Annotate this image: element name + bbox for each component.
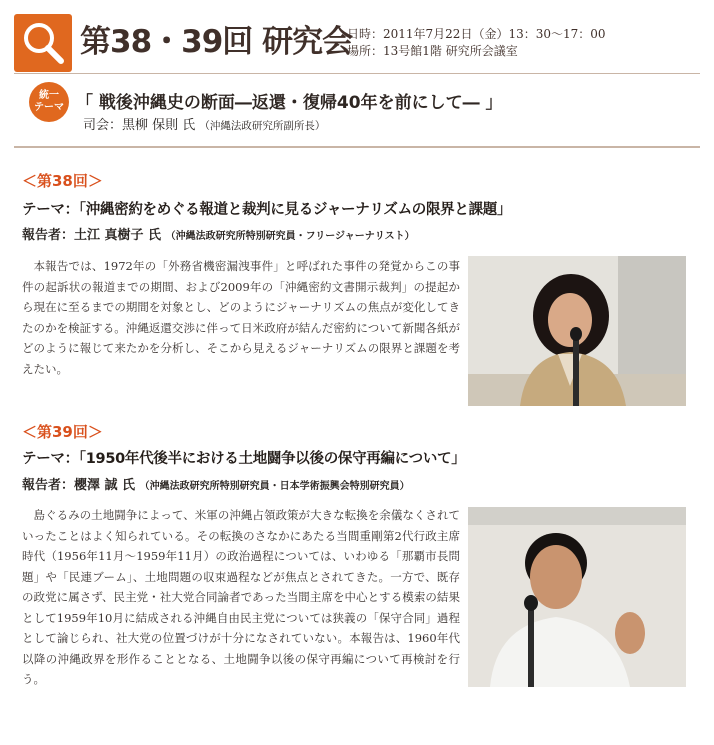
- event-venue: 場所：13号館1階 研究所会議室: [347, 44, 518, 58]
- session-39-abstract: [22, 505, 460, 690]
- unified-theme-title: 「 戦後沖縄史の断面―返還・復帰40年を前にして― 」: [76, 93, 503, 113]
- search-icon: [14, 14, 72, 72]
- session-39-reporter: [22, 474, 410, 493]
- session-39-reporter-affiliation: （沖縄法政研究所特別研究員・日本学術振興会特別研究員）: [139, 481, 410, 492]
- moderator-line: [83, 114, 325, 133]
- unified-badge-label-top: 統一: [39, 90, 59, 101]
- session-39-abstract-text: 島ぐるみの土地闘争によって、米軍の沖縄占領政策が大きな転換を余儀なくされていったことはよく知られている。その転換のさなかにあたる当間重剛第2代行政主席時代（1956年11月～1959年11月）の政治過程については、いわゆる「那覇市長問題」や「民連ブーム」、土地問題の収束過程などが焦点とされてきた。一方で、既存の政党に属さず、民主党・社大党合同論者であった当間主席を中心とする模索の結果として1959年10月に結成される沖縄自由民主党については狭義の「保守合同」過程として論じられ、社大党の位置づけが十分になされていない。本報告は、1960年代以降の沖縄政界を形作ることとなる、土地闘争以後の保守再編について再検討を行う。: [22, 508, 460, 686]
- session-39-reporter-name: 報告者：櫻澤 誠 氏: [22, 478, 136, 493]
- speaker-39-photo: [468, 507, 686, 687]
- session-38-abstract-text: 本報告では、1972年の「外務省機密漏洩事件」と呼ばれた事件の発覚からこの事件の起訴状の報道までの期間、および2009年の「沖縄密約文書開示裁判」の提起から現在に至るまでの期間を対象とし、どのようにジャーナリズムの焦点が変化してきたのかを検証する。沖縄返還交渉に伴って日米政府が結んだ密約について新聞各紙がどのように報じて来たかを分析し、そこから見えるジャーナリズムの限界と課題を考えたい。: [22, 259, 460, 376]
- event-meta: [347, 26, 606, 60]
- moderator-name: 司会：黒柳 保則 氏: [83, 118, 196, 133]
- unified-badge-label-bottom: テーマ: [34, 102, 64, 113]
- speaker-38-photo: [468, 256, 686, 406]
- session-38-number: ＜第38回＞: [22, 172, 103, 190]
- section-divider: [14, 146, 700, 148]
- session-39-number: ＜第39回＞: [22, 423, 103, 441]
- session-39-theme: テーマ：「1950年代後半における土地闘争以後の保守再編について」: [22, 451, 466, 467]
- moderator-affiliation: （沖縄法政研究所副所長）: [199, 120, 326, 132]
- session-38-abstract: [22, 256, 460, 379]
- session-38-theme: テーマ：「沖縄密約をめぐる報道と裁判に見るジャーナリズムの限界と課題」: [22, 202, 512, 218]
- event-date: 日時：2011年7月22日（金）13：30～17：00: [347, 27, 606, 41]
- session-38-reporter: [22, 224, 415, 243]
- event-title: 第38・39回 研究会: [80, 24, 353, 60]
- session-38-reporter-name: 報告者：土江 真樹子 氏: [22, 228, 162, 243]
- unified-theme-badge: [29, 82, 69, 122]
- header-divider: [14, 73, 700, 74]
- session-38-reporter-affiliation: （沖縄法政研究所特別研究員・フリージャーナリスト）: [165, 231, 415, 242]
